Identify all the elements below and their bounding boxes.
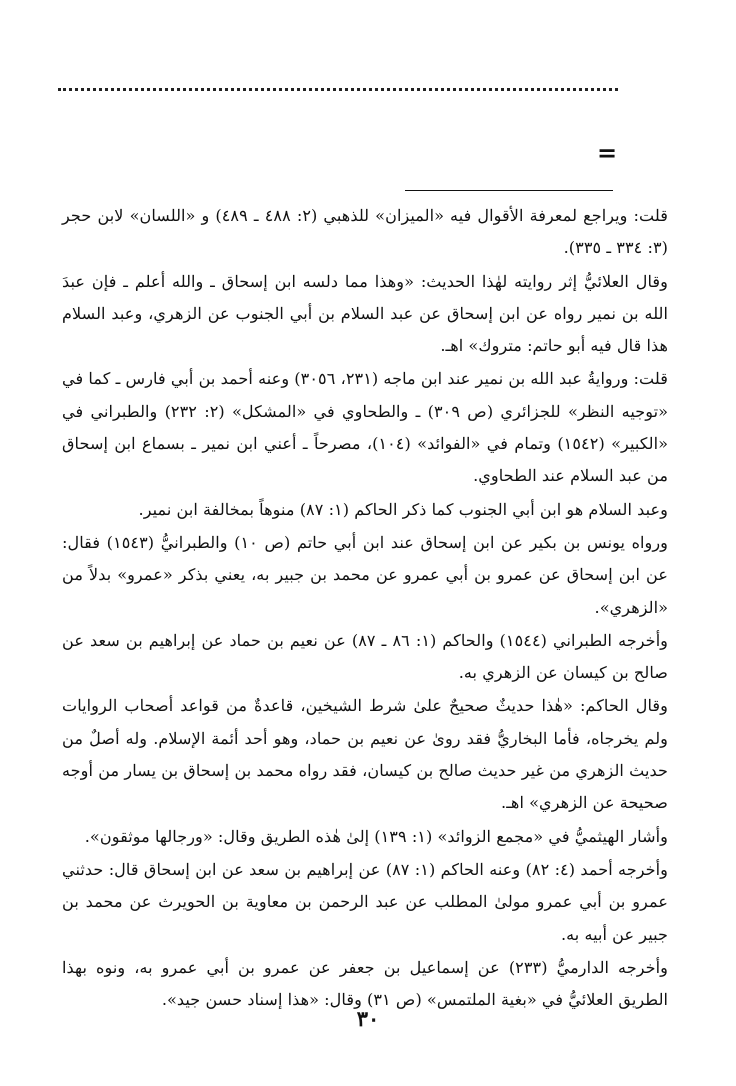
paragraph-8: وأشار الهيثميُّ في «مجمع الزوائد» (١: ١٣٩) إلىٰ هٰذه الطريق وقال: «ورجالها موثقون».	[84, 826, 668, 846]
footnote-body	[62, 200, 668, 1017]
paragraph-7: وقال الحاكم: «هٰذا حديثٌ صحيحٌ علىٰ شرط الشيخين، قاعدةٌ من قواعد أصحاب الروايات ولم يخرجاه، فأما البخاريُّ فقد روىٰ عن نعيم بن حماد، وهو أحد أئمة الإسلام. وله أصلٌ من حديث الزهري من غير حديث صالح بن كيسان، فقد رواه محمد بن إسحاق بن يسار من أوجه صحيحة عن الزهري» اهـ.	[62, 696, 668, 813]
page-number: ٣٠	[356, 1006, 380, 1031]
footnote-rule	[405, 190, 613, 191]
continuation-mark: =	[597, 138, 618, 167]
paragraph-9: وأخرجه أحمد (٤: ٨٢) وعنه الحاكم (١: ٨٧) عن إبراهيم بن سعد عن ابن إسحاق قال: حدثني عمرو بن أبي عمرو مولىٰ المطلب عن عبد الرحمن بن معاوية بن الحويرث عن محمد بن جبير عن أبيه به.	[62, 859, 668, 944]
paragraph-4: وعبد السلام هو ابن أبي الجنوب كما ذكر الحاكم (١: ٨٧) منوهاً بمخالفة ابن نمير.	[138, 499, 668, 519]
paragraph-5: ورواه يونس بن بكير عن ابن إسحاق عند ابن أبي حاتم (ص ١٠) والطبرانيُّ (١٥٤٣) فقال: عن ابن إسحاق عن عمرو بن أبي عمرو عن محمد بن جبير به، يعني بذكر «عمرو» بدلاً من «الزهري».	[62, 532, 668, 617]
dotted-separator	[58, 88, 618, 91]
paragraph-6: وأخرجه الطبراني (١٥٤٤) والحاكم (١: ٨٦ ـ ٨٧) عن نعيم بن حماد عن إبراهيم بن سعد عن صالح بن كيسان عن الزهري به.	[62, 630, 669, 683]
paragraph-1: قلت: ويراجع لمعرفة الأقوال فيه «الميزان» للذهبي (٢: ٤٨٨ ـ ٤٨٩) و «اللسان» لابن حجر (٣: ٣٣٤ ـ ٣٣٥).	[62, 206, 668, 258]
paragraph-3: قلت: وروايةُ عبد الله بن نمير عند ابن ماجه (٢٣١، ٣٠٥٦) وعنه أحمد بن أبي فارس ـ كما في «توجيه النظر» للجزائري (ص ٣٠٩) ـ والطحاوي في «المشكل» (٢: ٢٣٢) والطبراني في «الكبير» (١٥٤٢) وتمام في «الفوائد» (١٠٤)، مصرحاً ـ أعني ابن نمير ـ بسماع ابن إسحاق من عبد السلام عند الطحاوي.	[62, 369, 669, 486]
paragraph-10: وأخرجه الدارميُّ (٢٣٣) عن إسماعيل بن جعفر عن عمرو بن أبي عمرو به، ونوه بهذا الطريق العلائيُّ في «بغية الملتمس» (ص ٣١) وقال: «هذا إسناد حسن جيد».	[62, 957, 668, 1010]
paragraph-2: وقال العلائيُّ إثر روايته لهٰذا الحديث: «وهذا مما دلسه ابن إسحاق ـ والله أعلم ـ فإن عبدَ الله بن نمير رواه عن ابن إسحاق عن عبد السلام بن أبي الجنوب عن الزهري، وعبد السلام هذا قال فيه أبو حاتم: متروك» اهـ.	[62, 271, 668, 356]
